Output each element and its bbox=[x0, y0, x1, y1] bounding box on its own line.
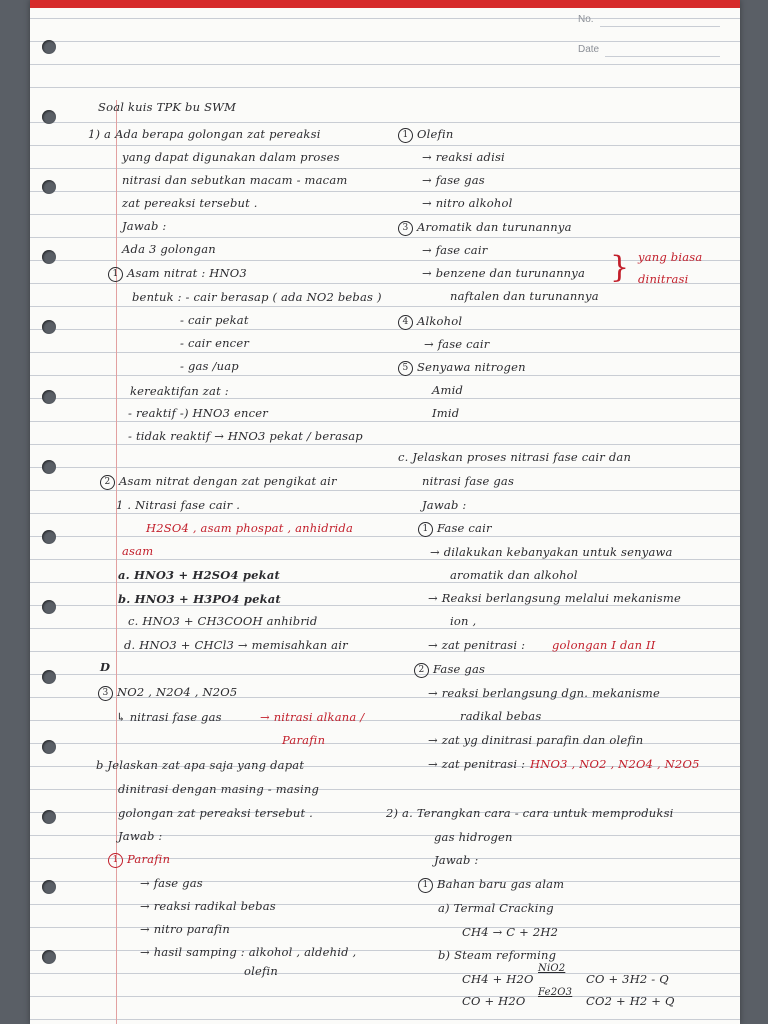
note-line: 3 Aromatik dan turunannya bbox=[398, 220, 572, 236]
note-line: - gas /uap bbox=[180, 359, 239, 373]
note-line: 5 Senyawa nitrogen bbox=[398, 360, 526, 376]
note-line: a. HNO3 + H2SO4 pekat bbox=[118, 568, 280, 582]
note-line: b. HNO3 + H3PO4 pekat bbox=[118, 592, 281, 606]
binder-hole bbox=[42, 320, 56, 334]
binder-hole bbox=[42, 530, 56, 544]
note-line: → nitro alkohol bbox=[422, 196, 513, 210]
note-line: a) Termal Cracking bbox=[438, 901, 554, 915]
note-line: → fase cair bbox=[424, 337, 490, 351]
catalyst-label: NiO2 bbox=[538, 963, 566, 974]
note-line: zat pereaksi tersebut . bbox=[122, 196, 258, 210]
note-line: Jawab : bbox=[122, 219, 167, 233]
note-line: radikal bebas bbox=[460, 709, 542, 723]
note-line: 1) a Ada berapa golongan zat pereaksi bbox=[88, 127, 321, 141]
note-line: 1 Parafin bbox=[108, 852, 170, 868]
no-line bbox=[600, 26, 720, 27]
binder-hole bbox=[42, 670, 56, 684]
note-line: dinitrasi bbox=[638, 272, 689, 286]
note-line: Jawab : bbox=[118, 829, 163, 843]
note-line: bentuk : - cair berasap ( ada NO2 bebas ) bbox=[132, 290, 382, 304]
note-title: Soal kuis TPK bu SWM bbox=[98, 100, 237, 114]
binder-hole bbox=[42, 810, 56, 824]
note-line: 4 Alkohol bbox=[398, 314, 462, 330]
note-line: - reaktif -) HNO3 encer bbox=[128, 406, 268, 420]
note-line: CO2 + H2 + Q bbox=[586, 994, 675, 1008]
brace-mark: } bbox=[610, 250, 630, 285]
notebook-page bbox=[30, 0, 740, 1024]
note-line: → fase gas bbox=[422, 173, 485, 187]
note-line: olefin bbox=[244, 964, 278, 978]
note-line: d. HNO3 + CHCl3 → memisahkan air bbox=[124, 638, 348, 652]
note-line: 2) a. Terangkan cara - cara untuk memproduksi bbox=[386, 806, 674, 820]
note-line: b Jelaskan zat apa saja yang dapat bbox=[96, 758, 305, 772]
date-line bbox=[605, 56, 720, 57]
catalyst-label: Fe2O3 bbox=[538, 987, 573, 998]
note-line: yang biasa bbox=[638, 250, 703, 264]
no-label: No. bbox=[578, 14, 594, 25]
note-line: → nitro parafin bbox=[140, 922, 230, 936]
note-line: 1 Olefin bbox=[398, 127, 453, 143]
note-line: gas hidrogen bbox=[434, 830, 513, 844]
note-line: - tidak reaktif → HNO3 pekat / berasap bbox=[128, 429, 363, 443]
note-line: 1 Fase cair bbox=[418, 521, 492, 537]
note-line: → zat yg dinitrasi parafin dan olefin bbox=[428, 733, 644, 747]
note-line: → nitrasi alkana / bbox=[260, 710, 365, 724]
note-line: Parafin bbox=[282, 733, 326, 747]
note-line: c. HNO3 + CH3COOH anhibrid bbox=[128, 614, 318, 628]
binder-hole bbox=[42, 110, 56, 124]
note-line: nitrasi dan sebutkan macam - macam bbox=[122, 173, 348, 187]
note-line: → fase gas bbox=[140, 876, 203, 890]
binder-hole bbox=[42, 180, 56, 194]
note-line: CH4 + H2O bbox=[462, 972, 534, 986]
binder-hole bbox=[42, 880, 56, 894]
note-line: Jawab : bbox=[434, 853, 479, 867]
note-line: aromatik dan alkohol bbox=[450, 568, 578, 582]
binder-hole bbox=[42, 600, 56, 614]
note-line: - cair encer bbox=[180, 336, 250, 350]
note-line: Imid bbox=[432, 406, 460, 420]
note-line: c. Jelaskan proses nitrasi fase cair dan bbox=[398, 450, 632, 464]
note-line: Amid bbox=[432, 383, 464, 397]
note-line: Ada 3 golongan bbox=[122, 242, 216, 256]
note-line: Jawab : bbox=[422, 498, 467, 512]
note-line: yang dapat digunakan dalam proses bbox=[122, 150, 340, 164]
note-line: CO + H2O bbox=[462, 994, 526, 1008]
binder-hole bbox=[42, 460, 56, 474]
note-line: 2 Asam nitrat dengan zat pengikat air bbox=[100, 474, 337, 490]
note-line: 3 NO2 , N2O4 , N2O5 bbox=[98, 685, 237, 701]
binder-hole bbox=[42, 740, 56, 754]
margin-line bbox=[116, 100, 117, 1024]
red-binding-strip bbox=[30, 0, 740, 8]
note-line: golongan zat pereaksi tersebut . bbox=[118, 806, 314, 820]
note-line: - cair pekat bbox=[180, 313, 249, 327]
note-line: asam bbox=[122, 544, 154, 558]
note-line: CO + 3H2 - Q bbox=[586, 972, 669, 986]
note-line: naftalen dan turunannya bbox=[450, 289, 599, 303]
note-line: → Reaksi berlangsung melalui mekanisme bbox=[428, 591, 682, 605]
note-line: golongan I dan II bbox=[552, 638, 656, 652]
note-line: ion , bbox=[450, 614, 477, 628]
note-line: → benzene dan turunannya bbox=[422, 266, 586, 280]
note-line: → reaksi berlangsung dgn. mekanisme bbox=[428, 686, 661, 700]
date-label: Date bbox=[578, 44, 600, 55]
note-line: 1 Asam nitrat : HNO3 bbox=[108, 266, 247, 282]
note-line: D bbox=[100, 660, 111, 674]
note-line: kereaktifan zat : bbox=[130, 384, 229, 398]
note-line: 2 Fase gas bbox=[414, 662, 485, 678]
note-line: CH4 → C + 2H2 bbox=[462, 925, 559, 939]
note-line: ↳ nitrasi fase gas bbox=[116, 710, 222, 724]
binder-hole bbox=[42, 390, 56, 404]
note-line: nitrasi fase gas bbox=[422, 474, 515, 488]
binder-hole bbox=[42, 950, 56, 964]
note-line: → hasil samping : alkohol , aldehid , bbox=[140, 945, 357, 959]
note-line: dinitrasi dengan masing - masing bbox=[118, 782, 320, 796]
note-line: H2SO4 , asam phospat , anhidrida bbox=[146, 521, 354, 535]
note-line: → dilakukan kebanyakan untuk senyawa bbox=[430, 545, 673, 559]
note-line: → zat penitrasi : bbox=[428, 757, 526, 771]
note-line: b) Steam reforming bbox=[438, 948, 557, 962]
note-line: → reaksi adisi bbox=[422, 150, 505, 164]
note-line: HNO3 , NO2 , N2O4 , N2O5 bbox=[530, 757, 700, 771]
note-line: 1 . Nitrasi fase cair . bbox=[116, 498, 241, 512]
note-line: → fase cair bbox=[422, 243, 488, 257]
note-line: 1 Bahan baru gas alam bbox=[418, 877, 564, 893]
binder-hole bbox=[42, 40, 56, 54]
note-line: → reaksi radikal bebas bbox=[140, 899, 276, 913]
note-line: → zat penitrasi : bbox=[428, 638, 526, 652]
binder-hole bbox=[42, 250, 56, 264]
